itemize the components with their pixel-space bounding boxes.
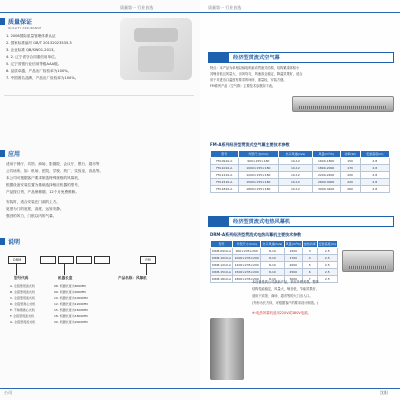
- fist-knuckles: [134, 28, 178, 42]
- application-line: 本公司可根据客户要求制造特殊规格的风幕机，: [6, 176, 82, 180]
- table-cell: 170: [340, 165, 360, 172]
- fist-image: [120, 18, 192, 80]
- left-divider: [4, 95, 194, 96]
- table-cell: 150: [340, 158, 360, 165]
- table-cell: 2.5: [317, 255, 338, 262]
- product-code-box: FM: [140, 256, 156, 264]
- heater-note: 本设备是我公司最新产品，采用外观美观，整体: [252, 280, 319, 284]
- table-cell: 2.5: [317, 262, 338, 269]
- heater-product-image: [342, 250, 394, 272]
- right-header-text: 质量第一 行业首选: [208, 5, 242, 10]
- table-cell: 1800-2000: [312, 165, 340, 172]
- table-cell: 900×155×180: [238, 158, 279, 165]
- table-cell: FM-1510-A: [211, 179, 239, 186]
- quality-bar: [0, 18, 5, 25]
- column-title: 产品名称：风幕机: [118, 276, 147, 280]
- air-curtain-title: 经济型贯流式空气幕: [233, 55, 280, 61]
- table-header: 风量(m³/h): [285, 242, 301, 246]
- table-row: [211, 269, 338, 276]
- left-header: [0, 0, 200, 14]
- length-item: 10. 机器长度为1000MM: [54, 296, 88, 300]
- table-cell: 220: [340, 179, 360, 186]
- model-code-box: ORM: [8, 256, 26, 264]
- tree-line: [64, 263, 65, 275]
- table-cell: 1800×235×200: [234, 277, 259, 281]
- table-cell: 1500: [284, 248, 302, 255]
- length-item: 12. 机器长度为1200MM: [54, 302, 88, 306]
- model-code-slot: [76, 256, 92, 264]
- right-footer-rule: [200, 388, 400, 389]
- quality-line: 3. 企业标准 QB/SW01-2013。: [6, 48, 58, 52]
- table-cell: DRM-1510-A: [212, 270, 231, 274]
- model-code-slot: [58, 256, 74, 264]
- length-item: 09. 机器长度为900MM: [54, 290, 86, 294]
- table-cell: 2.5: [317, 248, 338, 255]
- table-header-row: [211, 241, 338, 248]
- table-cell: 1000×155×180: [238, 165, 279, 172]
- table-cell: 1500×155×180: [238, 179, 279, 186]
- table-header-row: [211, 151, 390, 158]
- left-footer: 公司: [4, 390, 12, 395]
- model-code-item: C. 全铝型贯流式机: [10, 296, 36, 300]
- table-cell: 2.8: [360, 172, 390, 179]
- left-header-rule: [0, 12, 200, 13]
- length-item: 08. 机器长度为800MM: [54, 284, 86, 288]
- table-cell: 2.8: [360, 158, 390, 165]
- left-footer-rule: [0, 388, 200, 389]
- model-code-item: E. 不锈钢离心式机: [10, 308, 35, 312]
- table-header: 出口风速(m/s): [262, 242, 283, 246]
- table-cell: 5: [302, 262, 317, 269]
- tree-line: [146, 263, 147, 275]
- air-curtain-section-bar: [208, 52, 394, 63]
- table-row: [211, 255, 338, 262]
- air-curtain-spec-table: [210, 150, 390, 193]
- heater-red-note: ※:电热风幕机适用220V或380V电源。: [252, 311, 311, 315]
- table-header: 型号: [211, 151, 239, 158]
- description-bar: [0, 238, 5, 245]
- table-cell: 1000×235×200: [234, 256, 259, 260]
- table-cell: 2.5: [317, 269, 338, 276]
- air-curtain-table-title: FM-A系列经济型贯流式空气幕主要技术参数: [210, 142, 290, 147]
- vertical-unit-image: [210, 318, 244, 380]
- table-cell: 10-12: [279, 179, 313, 186]
- model-code-item: F. 全铝型贯流式机: [10, 314, 35, 318]
- product-grill: [349, 266, 387, 269]
- right-page: [200, 0, 400, 400]
- table-cell: FM-1210-A: [211, 172, 239, 179]
- table-cell: 10-12: [279, 165, 313, 172]
- quality-line: 7. 中国著名品牌，产品出厂检验率为100%。: [6, 76, 79, 80]
- left-header-text: 质量第一 行业首选: [120, 5, 154, 10]
- model-code-item: A. 全铝型贯流式机: [10, 284, 35, 288]
- quality-subtitle: QUALITY ASSURANCE: [8, 26, 42, 30]
- table-cell: 3000-3400: [312, 186, 340, 193]
- quality-line: 5. 辽宁省银行业信用等级AAA级。: [6, 62, 62, 66]
- application-line: 安装时，适合安装在门洞的上方。: [6, 200, 60, 204]
- length-item: 20. 机器长度为2000MM: [54, 320, 88, 324]
- table-cell: 900×235×200: [233, 248, 261, 255]
- quality-line: 4. 2. 辽宁省守合同重信用单位。: [6, 55, 59, 59]
- table-cell: 10-12: [279, 186, 313, 193]
- table-cell: 200: [340, 172, 360, 179]
- table-cell: 8-10: [261, 276, 284, 283]
- air-curtain-intro: FM系列产品（空气幕）主要技术参数如下表。: [210, 84, 276, 88]
- table-header: 出口风速(m/s): [279, 151, 313, 158]
- table-header: 安装高度(m): [318, 242, 336, 246]
- model-code-slot: [40, 256, 56, 264]
- section-bar-lead: [209, 217, 229, 226]
- table-row: [211, 262, 338, 269]
- table-header: 风量(m³/h): [312, 151, 340, 158]
- description-title: 说明: [8, 239, 21, 246]
- table-cell: 1600-1800: [312, 158, 340, 165]
- model-code-slot: [94, 256, 110, 264]
- table-cell: 2.8: [360, 179, 390, 186]
- application-line: 公共场所，如：机场、医院、学校、药厂、实验室、食品等。: [6, 169, 104, 173]
- application-line: 适用于餐厅、宾馆、商场、影剧院、会议厅、银行、超市等: [6, 162, 100, 166]
- air-curtain-intro: 用于对进出口温度有要求的场所，重量轻，安装方便。: [210, 78, 287, 82]
- tree-line: [16, 263, 17, 275]
- air-curtain-intro: 其噪音低且风量大，出风均匀，风速高且稳定，降温效果好，适合: [210, 72, 303, 76]
- table-row: [211, 158, 390, 165]
- table-cell: 3: [302, 248, 317, 255]
- table-cell: DRM-1010-A: [212, 256, 231, 260]
- application-line: 产品按订货，产品保修期，12个月免费维修。: [6, 190, 79, 194]
- column-title: 机器长度: [58, 276, 73, 280]
- quality-title: 质量保证: [8, 19, 33, 26]
- table-cell: 1200×235×200: [234, 263, 259, 267]
- table-row: [211, 248, 338, 255]
- table-cell: 2.8: [360, 165, 390, 172]
- table-cell: 1200×155×180: [238, 172, 279, 179]
- table-cell: DRM-1210-A: [212, 263, 231, 267]
- table-cell: 8-10: [261, 262, 284, 269]
- heater-title: 经济型贯流式电热风幕机: [233, 219, 291, 225]
- table-cell: 2200-2400: [312, 172, 340, 179]
- air-curtain-intro: 特点：本产品为单相双轴电机驱动贯流式结构，结构紧凑体积小: [210, 66, 300, 70]
- table-cell: 1500×235×200: [234, 270, 259, 274]
- table-cell: 6: [302, 269, 317, 276]
- fist-palm: [138, 46, 174, 72]
- heater-spec-table: [210, 240, 338, 283]
- table-cell: 4: [302, 255, 317, 262]
- table-cell: FM-0910-A: [211, 158, 239, 165]
- quality-line: 2. 国家标准编号 GB/T 20132023535.3: [6, 41, 72, 45]
- right-header-rule: [200, 12, 400, 13]
- table-cell: 1800×155×180: [238, 186, 279, 193]
- heater-table-title: DRM-A系列经济型贯流式电热风幕机主要技术参数: [210, 232, 302, 237]
- application-line: 根据设备安装位置为基础选择相应机器的型号，: [6, 183, 82, 187]
- heater-note: (外形为长方体，可根据客户的要求设计制造。): [252, 301, 319, 305]
- right-header: [200, 0, 400, 14]
- table-cell: 7: [302, 276, 317, 283]
- application-title: 应用: [8, 151, 21, 158]
- model-code-item: B. 全铝型贯流式机: [10, 290, 35, 294]
- table-cell: 2500: [284, 269, 302, 276]
- table-row: [211, 172, 390, 179]
- table-cell: 2000: [284, 262, 302, 269]
- table-cell: 10-12: [279, 172, 313, 179]
- table-header: 加热功率: [303, 242, 316, 246]
- table-header: 型号: [211, 241, 233, 248]
- application-bar: [0, 150, 5, 157]
- product-grill: [299, 106, 387, 109]
- table-header: 外型尺寸(mm): [238, 151, 279, 158]
- quality-line: 6. 品质卓越，产品出厂检验率为100%。: [6, 69, 72, 73]
- heater-note: 结构性能稳定，风量大，噪音低，节能效果好，: [252, 287, 319, 291]
- table-cell: 2.8: [360, 186, 390, 193]
- quality-line: 1. 2008国际质量管理体系认证: [6, 34, 56, 38]
- table-cell: FM-1810-A: [211, 186, 239, 193]
- table-row: [211, 179, 390, 186]
- length-item: 15. 机器长度为1500MM: [54, 308, 88, 312]
- air-curtain-product-image: [292, 96, 394, 112]
- model-code-item: G. 全铝型贯流式机: [10, 320, 36, 324]
- model-code-item: D. 全铝型离心式机: [10, 302, 36, 306]
- table-cell: 8-10: [261, 248, 284, 255]
- application-line: 强劲的风力，门框以内的气幕。: [6, 214, 57, 218]
- table-cell: 2600-3000: [312, 179, 340, 186]
- table-cell: 1700: [284, 255, 302, 262]
- table-cell: DRM-1810-A: [212, 277, 231, 281]
- heater-note: 适用于宾馆、商场、超市等的大门出入口。: [252, 294, 313, 298]
- right-footer: 沈阳: [380, 390, 388, 395]
- section-bar-lead: [209, 53, 229, 62]
- table-cell: FM-1010-A: [211, 165, 239, 172]
- table-cell: 2.5: [317, 276, 338, 283]
- table-header: 功率(W): [340, 151, 360, 158]
- table-cell: 8-10: [261, 255, 284, 262]
- table-cell: 3000: [284, 276, 302, 283]
- length-item: 18. 机器长度为1800MM: [54, 314, 88, 318]
- table-cell: 260: [340, 186, 360, 193]
- table-cell: 8-10: [261, 269, 284, 276]
- table-header: 安装高度(m): [360, 151, 390, 158]
- table-header: 外型尺寸(mm): [233, 241, 261, 248]
- application-line: 宽度为门的宽度，高度，运转安静。: [6, 207, 64, 211]
- table-row: [211, 186, 390, 193]
- table-cell: DRM-0910-A: [212, 249, 231, 253]
- column-title: 型号代码: [14, 276, 29, 280]
- heater-section-bar: [208, 216, 394, 227]
- table-cell: 10-12: [279, 158, 313, 165]
- table-row: [211, 165, 390, 172]
